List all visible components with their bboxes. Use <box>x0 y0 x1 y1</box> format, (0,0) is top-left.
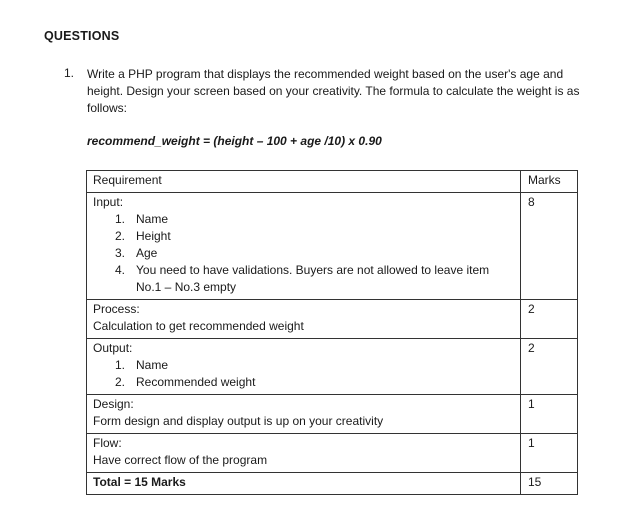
list-number: 4. <box>115 263 126 277</box>
requirement-cell <box>87 395 521 434</box>
table-row-output <box>87 339 578 395</box>
list-item <box>93 374 514 391</box>
row-detail: Calculation to get recommended weight <box>93 319 304 333</box>
list-text: Age <box>136 246 158 260</box>
table-header-row <box>87 171 578 193</box>
total-marks: 15 <box>521 473 578 495</box>
header-marks: Marks <box>521 171 578 193</box>
row-detail: Form design and display output is up on your creativity <box>93 414 384 428</box>
question-number: 1. <box>64 66 75 80</box>
row-title: Flow: <box>93 436 122 450</box>
row-title: Design: <box>93 397 134 411</box>
list-text: Name <box>136 358 169 372</box>
list-item <box>93 262 514 296</box>
list-number: 2. <box>115 375 126 389</box>
list-text: Recommended weight <box>136 375 256 389</box>
row-title: Process: <box>93 302 140 316</box>
marks-cell: 8 <box>521 193 578 300</box>
list-number: 1. <box>115 212 126 226</box>
requirement-cell <box>87 434 521 473</box>
marks-cell: 2 <box>521 300 578 339</box>
requirement-cell <box>87 300 521 339</box>
table-row-process <box>87 300 578 339</box>
row-title: Input: <box>93 195 124 209</box>
row-title: Output: <box>93 341 133 355</box>
requirement-cell <box>87 193 521 300</box>
list-number: 1. <box>115 358 126 372</box>
question-text: Write a PHP program that displays the recommended weight based on the user's age and height. Design your screen based on your creativity. The formula to calculate the weight is as follows: <box>87 67 580 115</box>
row-detail: Have correct flow of the program <box>93 453 268 467</box>
header-requirement: Requirement <box>87 171 521 193</box>
list-item <box>93 357 514 374</box>
list-item <box>93 228 514 245</box>
table-row-design <box>87 395 578 434</box>
formula: recommend_weight = (height – 100 + age /10) x 0.90 <box>87 134 382 148</box>
input-list <box>93 211 514 296</box>
table-row-input <box>87 193 578 300</box>
output-list <box>93 357 514 391</box>
marks-cell: 1 <box>521 434 578 473</box>
list-item <box>93 245 514 262</box>
table-row-total <box>87 473 578 495</box>
list-text: Height <box>136 229 171 243</box>
section-heading: QUESTIONS <box>44 29 120 43</box>
total-label: Total = 15 Marks <box>87 473 521 495</box>
table-row-flow <box>87 434 578 473</box>
list-text: Name <box>136 212 169 226</box>
list-item <box>93 211 514 228</box>
requirement-cell <box>87 339 521 395</box>
list-number: 2. <box>115 229 126 243</box>
marks-cell: 1 <box>521 395 578 434</box>
list-text: You need to have validations. Buyers are not allowed to leave item No.1 – No.3 empty <box>136 263 490 294</box>
list-number: 3. <box>115 246 126 260</box>
marking-table <box>86 170 578 495</box>
marks-cell: 2 <box>521 339 578 395</box>
